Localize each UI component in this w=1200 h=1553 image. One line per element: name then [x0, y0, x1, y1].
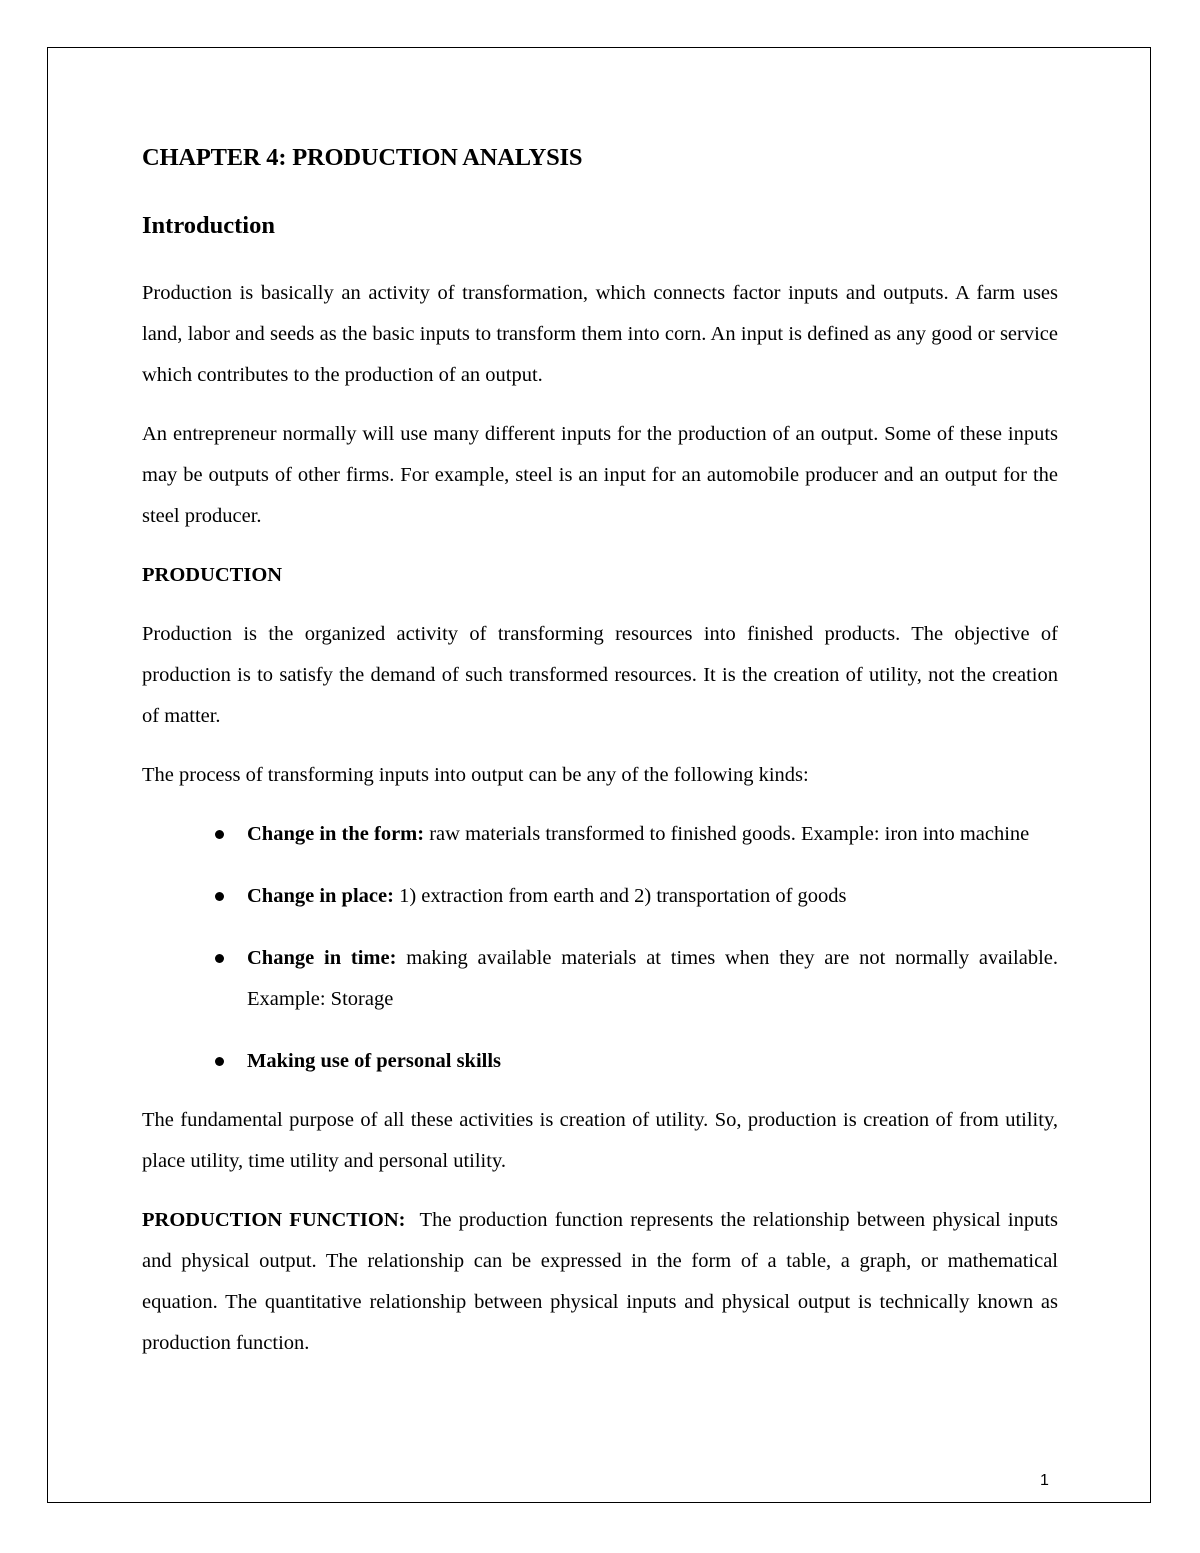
chapter-title: CHAPTER 4: PRODUCTION ANALYSIS — [142, 144, 583, 171]
list-item — [247, 938, 1058, 1020]
process-intro: The process of transforming inputs into output can be any of the following kinds: — [142, 764, 809, 786]
bullet-text: making available materials at times when they are not normally available. Example: Storage — [247, 947, 1058, 1010]
production-heading: PRODUCTION — [142, 564, 283, 586]
bullet-text: raw materials transformed to finished goods. Example: iron into machine — [424, 823, 1030, 845]
process-kinds-list — [142, 814, 1058, 1082]
production-paragraph: Production is the organized activity of transforming resources into finished products. The objective of production is to satisfy the demand of such transformed resources. It is the creation of utility, not the creation of matter. — [142, 623, 1058, 727]
intro-paragraph-1: Production is basically an activity of transformation, which connects factor inputs and outputs. A farm uses land, labor and seeds as the basic inputs to transform them into corn. An input is defined as any good or service which contributes to the production of an output. — [142, 282, 1058, 386]
bullet-head: Making use of personal skills — [247, 1050, 502, 1072]
production-function-text: The production function represents the relationship between physical inputs and physical output. The relationship can be expressed in the form of a table, a graph, or mathematical equation. The quantitative relationship between physical inputs and physical output is technically known as production function. — [142, 1209, 1064, 1354]
production-function-label: PRODUCTION FUNCTION: — [142, 1209, 406, 1231]
bullet-text: 1) extraction from earth and 2) transportation of goods — [393, 885, 847, 907]
intro-paragraph-2: An entrepreneur normally will use many different inputs for the production of an output. Some of these inputs may be outputs of other firms. For example, steel is an input for an automobile producer and an output for the steel producer. — [142, 423, 1058, 527]
bullet-head: Change in time: — [247, 947, 397, 969]
introduction-heading: Introduction — [142, 212, 275, 239]
list-item — [247, 1041, 1058, 1082]
production-function-paragraph — [142, 1200, 1064, 1364]
bullet-head: Change in place: — [247, 885, 394, 907]
bullet-head: Change in the form: — [247, 823, 425, 845]
document-body — [142, 137, 1064, 1364]
list-item — [247, 876, 1058, 917]
list-item — [247, 814, 1058, 855]
page-number: 1 — [1040, 1472, 1049, 1489]
conclusion-paragraph: The fundamental purpose of all these activities is creation of utility. So, production is creation of from utility, place utility, time utility and personal utility. — [142, 1109, 1058, 1172]
